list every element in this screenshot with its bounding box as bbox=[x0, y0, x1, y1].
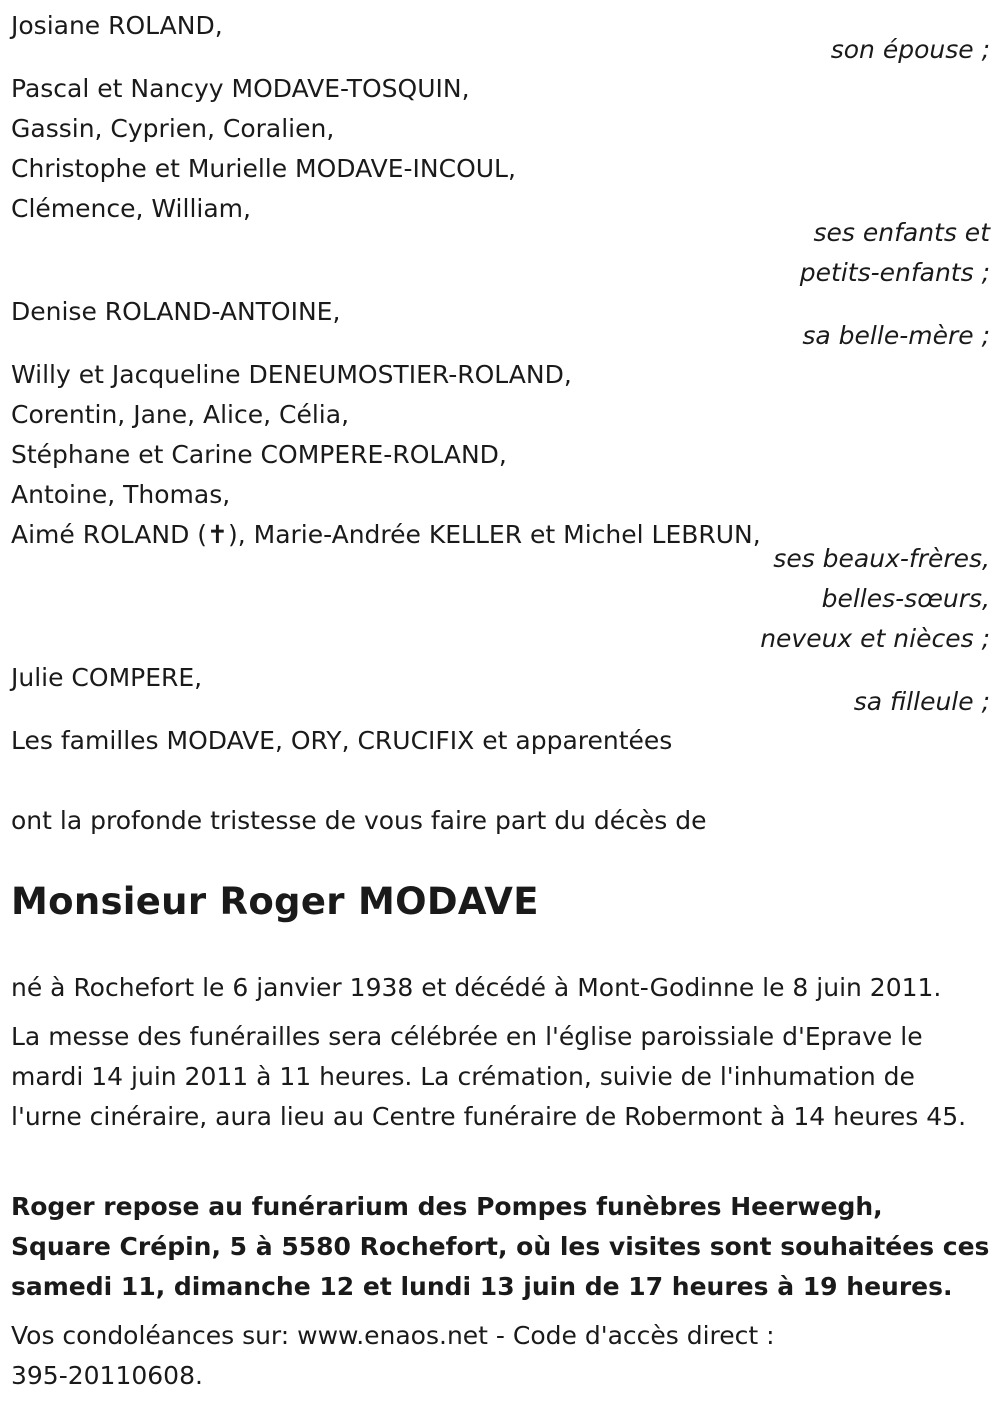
visitation-text: Roger repose au funérarium des Pompes funèbres Heerwegh, Square Crépin, 5 à 5580 Rochefort, où les visites sont souhaitées ces samedi 11, dimanche 12 et lundi 13 juin de 17 heures à 19 heures. bbox=[11, 1192, 990, 1301]
children-list bbox=[11, 69, 516, 229]
list-item: Stéphane et Carine COMPERE-ROLAND, bbox=[11, 440, 507, 469]
list-item: Christophe et Murielle MODAVE-INCOUL, bbox=[11, 154, 516, 183]
funeral-mass-text: La messe des funérailles sera célébrée en l'église paroissiale d'Eprave le mardi 14 juin 2011 à 11 heures. La crémation, suivie de l'inhumation de l'urne cinéraire, aura lieu au Centre funéraire de Robermont à 14 heures 45. bbox=[11, 1022, 967, 1131]
children-relation: ses enfants et petits-enfants ; bbox=[799, 218, 990, 287]
in-laws-list bbox=[11, 355, 761, 555]
list-item: Gassin, Cyprien, Coralien, bbox=[11, 114, 335, 143]
mother-in-law-relation: sa belle-mère ; bbox=[802, 321, 990, 350]
list-item: Antoine, Thomas, bbox=[11, 480, 231, 509]
list-item: Corentin, Jane, Alice, Célia, bbox=[11, 400, 350, 429]
list-item: Clémence, William, bbox=[11, 194, 251, 223]
in-laws-relation: ses beaux-frères, belles-sœurs, neveux et nièces ; bbox=[760, 544, 990, 653]
list-item: Willy et Jacqueline DENEUMOSTIER-ROLAND, bbox=[11, 360, 572, 389]
families-line: Les familles MODAVE, ORY, CRUCIFIX et apparentées bbox=[11, 726, 673, 755]
spouse-relation: son épouse ; bbox=[830, 35, 990, 64]
mother-in-law-name: Denise ROLAND-ANTOINE, bbox=[11, 297, 341, 326]
list-item: Aimé ROLAND (✝), Marie-Andrée KELLER et Michel LEBRUN, bbox=[11, 520, 761, 549]
deceased-name: Monsieur Roger MODAVE bbox=[11, 880, 539, 923]
list-item: Pascal et Nancyy MODAVE-TOSQUIN, bbox=[11, 74, 470, 103]
condolences-text: Vos condoléances sur: www.enaos.net - Code d'accès direct : 395-20110608. bbox=[11, 1321, 775, 1390]
spouse-name: Josiane ROLAND, bbox=[11, 11, 223, 40]
goddaughter-relation: sa filleule ; bbox=[853, 687, 990, 716]
goddaughter-name: Julie COMPERE, bbox=[11, 663, 203, 692]
announcement-text: ont la profonde tristesse de vous faire part du décès de bbox=[11, 806, 707, 835]
birth-death-text: né à Rochefort le 6 janvier 1938 et décédé à Mont-Godinne le 8 juin 2011. bbox=[11, 973, 942, 1002]
